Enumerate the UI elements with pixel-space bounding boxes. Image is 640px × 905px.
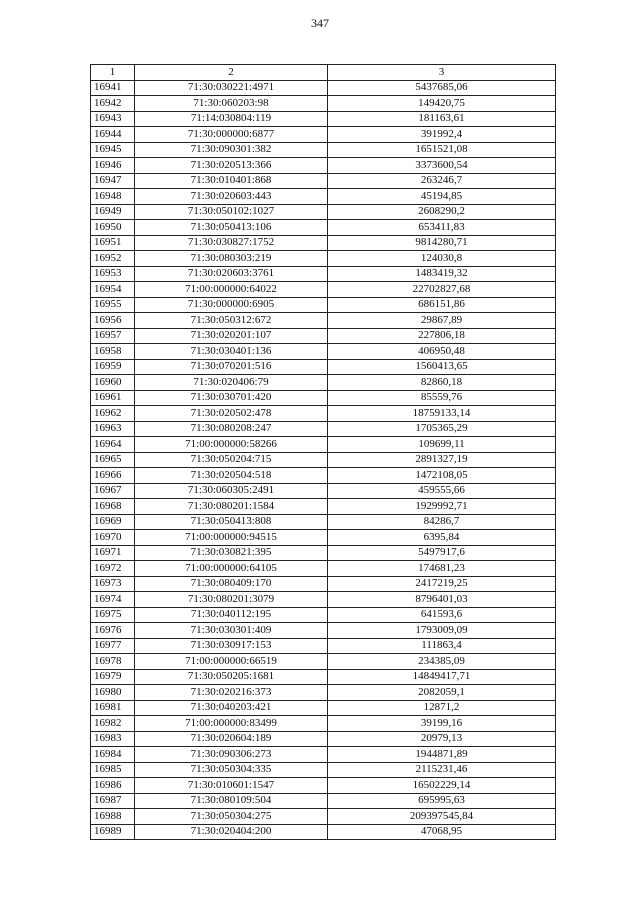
row-number-cell: 16968 — [91, 499, 135, 515]
value-cell: 85559,76 — [328, 390, 556, 406]
value-cell: 16502229,14 — [328, 778, 556, 794]
cadastral-number-cell: 71:30:030401:136 — [135, 344, 328, 360]
cadastral-number-cell: 71:30:050102:1027 — [135, 204, 328, 220]
table-row — [91, 142, 556, 158]
cadastral-number-cell: 71:30:020216:373 — [135, 685, 328, 701]
table-row — [91, 235, 556, 251]
table-row — [91, 762, 556, 778]
row-number-cell: 16949 — [91, 204, 135, 220]
table-row — [91, 437, 556, 453]
row-number-cell: 16974 — [91, 592, 135, 608]
row-number-cell: 16989 — [91, 824, 135, 840]
row-number-cell: 16976 — [91, 623, 135, 639]
row-number-cell: 16953 — [91, 266, 135, 282]
row-number-cell: 16952 — [91, 251, 135, 267]
value-cell: 5497917,6 — [328, 545, 556, 561]
cadastral-number-cell: 71:00:000000:64105 — [135, 561, 328, 577]
cadastral-number-cell: 71:30:030821:395 — [135, 545, 328, 561]
cadastral-number-cell: 71:30:070201:516 — [135, 359, 328, 375]
table-row — [91, 638, 556, 654]
value-cell: 9814280,71 — [328, 235, 556, 251]
cadastral-number-cell: 71:30:080208:247 — [135, 421, 328, 437]
value-cell: 22702827,68 — [328, 282, 556, 298]
table-row — [91, 220, 556, 236]
row-number-cell: 16963 — [91, 421, 135, 437]
value-cell: 459555,66 — [328, 483, 556, 499]
value-cell: 1929992,71 — [328, 499, 556, 515]
row-number-cell: 16988 — [91, 809, 135, 825]
cadastral-number-cell: 71:30:080201:1584 — [135, 499, 328, 515]
value-cell: 391992,4 — [328, 127, 556, 143]
table-row — [91, 390, 556, 406]
row-number-cell: 16967 — [91, 483, 135, 499]
cadastral-number-cell: 71:30:080109:504 — [135, 793, 328, 809]
value-cell: 3373600,54 — [328, 158, 556, 174]
row-number-cell: 16942 — [91, 96, 135, 112]
cadastral-number-cell: 71:30:010601:1547 — [135, 778, 328, 794]
cadastral-number-cell: 71:30:020604:189 — [135, 731, 328, 747]
row-number-cell: 16966 — [91, 468, 135, 484]
cadastral-number-cell: 71:30:010401:868 — [135, 173, 328, 189]
row-number-cell: 16955 — [91, 297, 135, 313]
value-cell: 234385,09 — [328, 654, 556, 670]
value-cell: 82860,18 — [328, 375, 556, 391]
table-row — [91, 313, 556, 329]
value-cell: 641593,6 — [328, 607, 556, 623]
table-row — [91, 344, 556, 360]
cadastral-number-cell: 71:30:050205:1681 — [135, 669, 328, 685]
row-number-cell: 16983 — [91, 731, 135, 747]
table-row — [91, 266, 556, 282]
table-header — [91, 65, 556, 81]
table-row — [91, 530, 556, 546]
value-cell: 653411,83 — [328, 220, 556, 236]
cadastral-number-cell: 71:30:060203:98 — [135, 96, 328, 112]
row-number-cell: 16981 — [91, 700, 135, 716]
row-number-cell: 16986 — [91, 778, 135, 794]
value-cell: 1560413,65 — [328, 359, 556, 375]
header-col-3: 3 — [328, 65, 556, 81]
cadastral-number-cell: 71:30:080303:219 — [135, 251, 328, 267]
cadastral-number-cell: 71:30:030301:409 — [135, 623, 328, 639]
cadastral-number-cell: 71:30:030701:420 — [135, 390, 328, 406]
cadastral-number-cell: 71:30:000000:6877 — [135, 127, 328, 143]
table-row — [91, 359, 556, 375]
value-cell: 111863,4 — [328, 638, 556, 654]
cadastral-number-cell: 71:30:030917:153 — [135, 638, 328, 654]
header-col-1: 1 — [91, 65, 135, 81]
row-number-cell: 16978 — [91, 654, 135, 670]
row-number-cell: 16973 — [91, 576, 135, 592]
table-row — [91, 607, 556, 623]
table-row — [91, 623, 556, 639]
value-cell: 29867,89 — [328, 313, 556, 329]
cadastral-number-cell: 71:30:040203:421 — [135, 700, 328, 716]
table-row — [91, 592, 556, 608]
row-number-cell: 16985 — [91, 762, 135, 778]
value-cell: 1705365,29 — [328, 421, 556, 437]
table-row — [91, 561, 556, 577]
table-row — [91, 421, 556, 437]
row-number-cell: 16944 — [91, 127, 135, 143]
row-number-cell: 16977 — [91, 638, 135, 654]
table-row — [91, 669, 556, 685]
value-cell: 686151,86 — [328, 297, 556, 313]
value-cell: 2115231,46 — [328, 762, 556, 778]
data-table — [90, 64, 556, 840]
value-cell: 5437685,06 — [328, 80, 556, 96]
table-row — [91, 685, 556, 701]
row-number-cell: 16951 — [91, 235, 135, 251]
cadastral-number-cell: 71:30:030827:1752 — [135, 235, 328, 251]
value-cell: 209397545,84 — [328, 809, 556, 825]
page-number: 347 — [311, 16, 329, 30]
value-cell: 2082059,1 — [328, 685, 556, 701]
table-row — [91, 111, 556, 127]
table-row — [91, 127, 556, 143]
row-number-cell: 16947 — [91, 173, 135, 189]
cadastral-number-cell: 71:14:030804:119 — [135, 111, 328, 127]
value-cell: 45194,85 — [328, 189, 556, 205]
value-cell: 263246,7 — [328, 173, 556, 189]
table-row — [91, 173, 556, 189]
value-cell: 14849417,71 — [328, 669, 556, 685]
cadastral-number-cell: 71:00:000000:58266 — [135, 437, 328, 453]
row-number-cell: 16943 — [91, 111, 135, 127]
value-cell: 149420,75 — [328, 96, 556, 112]
value-cell: 1483419,32 — [328, 266, 556, 282]
cadastral-number-cell: 71:30:020406:79 — [135, 375, 328, 391]
row-number-cell: 16948 — [91, 189, 135, 205]
row-number-cell: 16984 — [91, 747, 135, 763]
value-cell: 6395,84 — [328, 530, 556, 546]
value-cell: 1651521,08 — [328, 142, 556, 158]
table-row — [91, 251, 556, 267]
value-cell: 1944871,89 — [328, 747, 556, 763]
table-row — [91, 282, 556, 298]
cadastral-number-cell: 71:30:060305:2491 — [135, 483, 328, 499]
row-number-cell: 16957 — [91, 328, 135, 344]
row-number-cell: 16945 — [91, 142, 135, 158]
row-number-cell: 16954 — [91, 282, 135, 298]
table-row — [91, 452, 556, 468]
row-number-cell: 16956 — [91, 313, 135, 329]
value-cell: 1472108,05 — [328, 468, 556, 484]
row-number-cell: 16964 — [91, 437, 135, 453]
cadastral-number-cell: 71:30:020502:478 — [135, 406, 328, 422]
value-cell: 109699,11 — [328, 437, 556, 453]
row-number-cell: 16979 — [91, 669, 135, 685]
cadastral-number-cell: 71:00:000000:94515 — [135, 530, 328, 546]
table-row — [91, 545, 556, 561]
row-number-cell: 16959 — [91, 359, 135, 375]
value-cell: 39199,16 — [328, 716, 556, 732]
header-row — [91, 65, 556, 81]
cadastral-number-cell: 71:30:050413:106 — [135, 220, 328, 236]
table-row — [91, 716, 556, 732]
table-row — [91, 96, 556, 112]
row-number-cell: 16960 — [91, 375, 135, 391]
value-cell: 18759133,14 — [328, 406, 556, 422]
cadastral-number-cell: 71:30:020504:518 — [135, 468, 328, 484]
table-row — [91, 499, 556, 515]
cadastral-number-cell: 71:00:000000:83499 — [135, 716, 328, 732]
table-row — [91, 793, 556, 809]
table-row — [91, 700, 556, 716]
row-number-cell: 16975 — [91, 607, 135, 623]
cadastral-number-cell: 71:00:000000:66519 — [135, 654, 328, 670]
value-cell: 1793009,09 — [328, 623, 556, 639]
table-row — [91, 654, 556, 670]
value-cell: 2891327,19 — [328, 452, 556, 468]
value-cell: 174681,23 — [328, 561, 556, 577]
value-cell: 12871,2 — [328, 700, 556, 716]
table-row — [91, 297, 556, 313]
value-cell: 406950,48 — [328, 344, 556, 360]
table-row — [91, 80, 556, 96]
table-row — [91, 824, 556, 840]
row-number-cell: 16972 — [91, 561, 135, 577]
row-number-cell: 16962 — [91, 406, 135, 422]
cadastral-number-cell: 71:30:050204:715 — [135, 452, 328, 468]
table-row — [91, 483, 556, 499]
cadastral-number-cell: 71:00:000000:64022 — [135, 282, 328, 298]
row-number-cell: 16961 — [91, 390, 135, 406]
cadastral-number-cell: 71:30:020603:443 — [135, 189, 328, 205]
value-cell: 2608290,2 — [328, 204, 556, 220]
row-number-cell: 16971 — [91, 545, 135, 561]
table-row — [91, 809, 556, 825]
value-cell: 227806,18 — [328, 328, 556, 344]
table-row — [91, 576, 556, 592]
cadastral-number-cell: 71:30:020201:107 — [135, 328, 328, 344]
cadastral-number-cell: 71:30:050304:275 — [135, 809, 328, 825]
row-number-cell: 16946 — [91, 158, 135, 174]
value-cell: 84286,7 — [328, 514, 556, 530]
table-row — [91, 747, 556, 763]
row-number-cell: 16969 — [91, 514, 135, 530]
cadastral-number-cell: 71:30:020404:200 — [135, 824, 328, 840]
cadastral-number-cell: 71:30:090306:273 — [135, 747, 328, 763]
table-row — [91, 375, 556, 391]
value-cell: 47068,95 — [328, 824, 556, 840]
cadastral-number-cell: 71:30:030221:4971 — [135, 80, 328, 96]
value-cell: 181163,61 — [328, 111, 556, 127]
value-cell: 8796401,03 — [328, 592, 556, 608]
row-number-cell: 16970 — [91, 530, 135, 546]
row-number-cell: 16941 — [91, 80, 135, 96]
table-row — [91, 204, 556, 220]
table-row — [91, 514, 556, 530]
cadastral-number-cell: 71:30:020513:366 — [135, 158, 328, 174]
row-number-cell: 16980 — [91, 685, 135, 701]
value-cell: 124030,8 — [328, 251, 556, 267]
cadastral-number-cell: 71:30:050413:808 — [135, 514, 328, 530]
table-row — [91, 328, 556, 344]
value-cell: 20979,13 — [328, 731, 556, 747]
value-cell: 695995,63 — [328, 793, 556, 809]
header-col-2: 2 — [135, 65, 328, 81]
table-body — [91, 80, 556, 840]
cadastral-number-cell: 71:30:020603:3761 — [135, 266, 328, 282]
row-number-cell: 16950 — [91, 220, 135, 236]
cadastral-number-cell: 71:30:050312:672 — [135, 313, 328, 329]
row-number-cell: 16987 — [91, 793, 135, 809]
row-number-cell: 16982 — [91, 716, 135, 732]
cadastral-number-cell: 71:30:080409:170 — [135, 576, 328, 592]
cadastral-number-cell: 71:30:040112:195 — [135, 607, 328, 623]
table-row — [91, 778, 556, 794]
row-number-cell: 16958 — [91, 344, 135, 360]
table-row — [91, 158, 556, 174]
table-row — [91, 189, 556, 205]
table-row — [91, 468, 556, 484]
table-row — [91, 731, 556, 747]
cadastral-number-cell: 71:30:050304:335 — [135, 762, 328, 778]
row-number-cell: 16965 — [91, 452, 135, 468]
table-row — [91, 406, 556, 422]
value-cell: 2417219,25 — [328, 576, 556, 592]
cadastral-number-cell: 71:30:090301:382 — [135, 142, 328, 158]
cadastral-number-cell: 71:30:080201:3079 — [135, 592, 328, 608]
cadastral-number-cell: 71:30:000000:6905 — [135, 297, 328, 313]
